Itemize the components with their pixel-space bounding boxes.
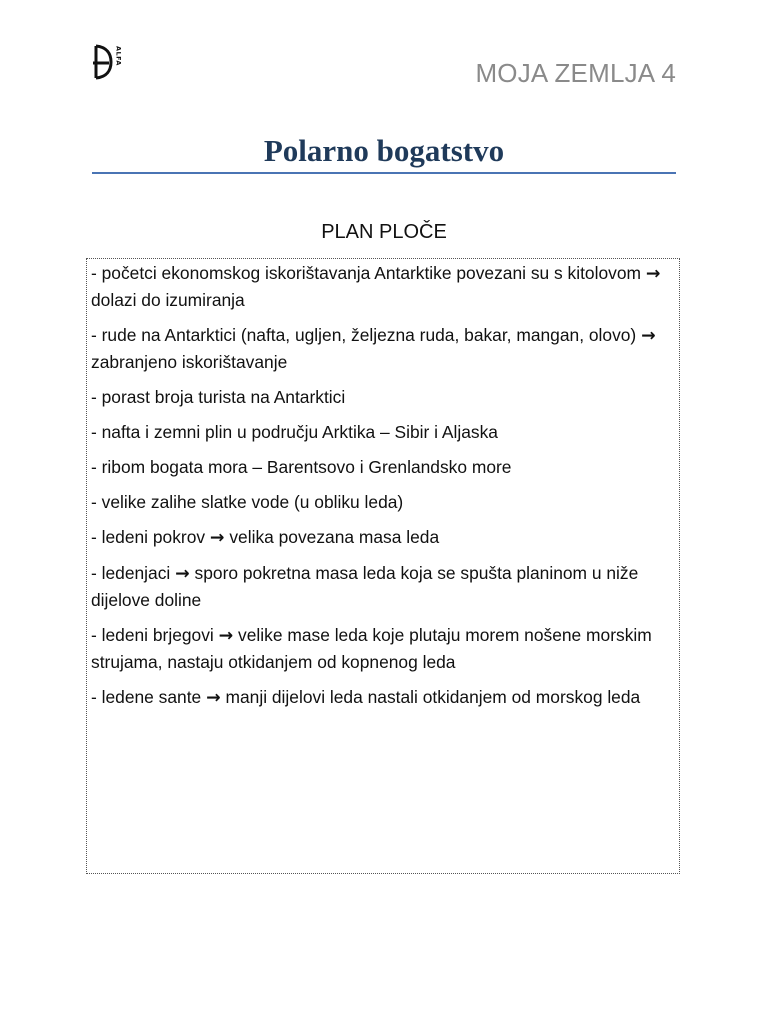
section-title: PLAN PLOČE: [321, 221, 447, 243]
item-text: - ledene sante: [91, 687, 202, 707]
page-title: Polarno bogatstvo: [263, 133, 505, 168]
arrow-right-icon: →: [218, 626, 234, 646]
arrow-right-icon: →: [175, 564, 190, 584]
item-result: velike mase leda koje plutaju morem nošene morskim strujama, nastaju otkidanjem od kopnenog leda: [91, 625, 652, 672]
arrow-right-icon: →: [645, 264, 661, 284]
item-text: - velike zalihe slatke vode (u obliku leda): [91, 492, 404, 512]
item-text: - ledeni brjegovi: [91, 625, 214, 645]
arrow-right-icon: →: [206, 688, 221, 708]
item-text: - ledeni pokrov: [91, 527, 206, 547]
list-item: [91, 384, 677, 410]
list-item: [91, 684, 677, 711]
board-plan-list: [91, 260, 677, 720]
item-text: - porast broja turista na Antarktici: [91, 387, 346, 407]
arrow-right-icon: →: [641, 326, 656, 346]
list-item: [91, 454, 677, 480]
list-item: [91, 560, 677, 613]
item-result: sporo pokretna masa leda koja se spušta planinom u niže dijelove doline: [91, 563, 639, 610]
list-item: [91, 419, 677, 445]
item-text: - ledenjaci: [91, 563, 171, 583]
item-result: dolazi do izumiranja: [91, 290, 245, 310]
logo-text: ALFA: [114, 46, 123, 66]
item-result: manji dijelovi leda nastali otkidanjem od morskog leda: [225, 687, 641, 707]
list-item: [91, 489, 677, 515]
series-title: MOJA ZEMLJA 4: [475, 58, 676, 88]
list-item: [91, 622, 677, 675]
item-text: - rude na Antarktici (nafta, ugljen, željezna ruda, bakar, mangan, olovo): [91, 325, 637, 345]
item-text: - nafta i zemni plin u području Arktika – Sibir i Aljaska: [91, 422, 498, 442]
alfa-logo-glyph-icon: [92, 44, 116, 80]
list-item: [91, 524, 677, 551]
item-text: - ribom bogata mora – Barentsovo i Grenlandsko more: [91, 457, 512, 477]
list-item: [91, 322, 677, 375]
item-text: - početci ekonomskog iskorištavanja Antarktike povezani su s kitolovom: [91, 263, 641, 283]
arrow-right-icon: →: [209, 528, 225, 548]
item-result: zabranjeno iskorištavanje: [91, 352, 288, 372]
alfa-logo-icon: [92, 44, 132, 82]
title-underline: [92, 172, 676, 174]
item-result: velika povezana masa leda: [229, 527, 440, 547]
list-item: [91, 260, 677, 313]
